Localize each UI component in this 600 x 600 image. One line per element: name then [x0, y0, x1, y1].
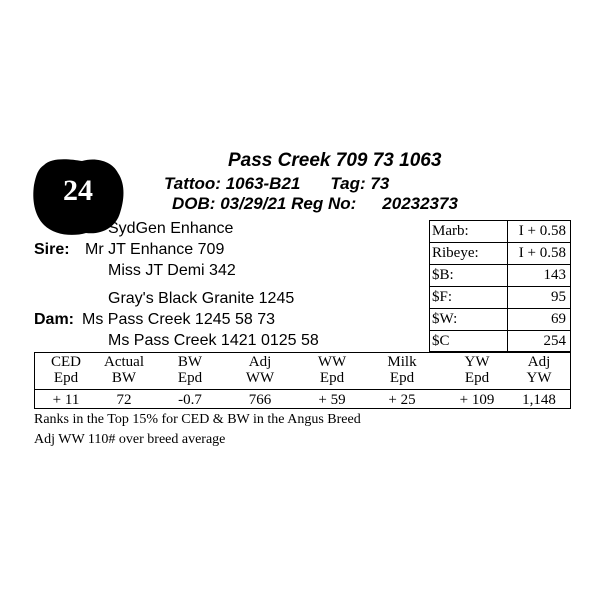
dam-label: Dam: [34, 311, 75, 328]
tattoo-tag-line [164, 174, 389, 194]
epd-value: 72 [116, 392, 132, 408]
epd-col-actual-bw [95, 353, 153, 408]
dob-value: 03/29/21 [220, 194, 287, 213]
stats-label: Marb: [432, 223, 469, 239]
stats-value: 95 [551, 289, 566, 305]
epd-subheader: WW [245, 370, 275, 386]
stats-row-b [430, 265, 570, 287]
stats-value: I + 0.58 [518, 223, 566, 239]
epd-header: CED [51, 354, 81, 370]
epd-header: WW [317, 354, 347, 370]
tattoo-value: 1063-B21 [225, 174, 301, 193]
tag-label: Tag: [330, 174, 366, 193]
dam-sire: Gray's Black Granite 1245 [108, 290, 295, 307]
epd-subheader: Epd [389, 370, 415, 386]
epd-header: Adj [248, 354, 272, 370]
stats-row-c [430, 331, 570, 353]
epd-subheader: YW [526, 370, 552, 386]
note-rank: Ranks in the Top 15% for CED & BW in the Angus Breed [34, 412, 361, 427]
sire-dam: Miss JT Demi 342 [108, 262, 236, 279]
epd-col-ced [37, 353, 95, 408]
epd-col-adj-ww [231, 353, 289, 408]
epd-col-milk [373, 353, 431, 408]
epd-header: YW [464, 354, 490, 370]
stats-value: 143 [543, 267, 566, 283]
tag-value: 73 [370, 174, 390, 193]
epd-value: 766 [248, 392, 272, 408]
stats-row-w [430, 309, 570, 331]
sire-sire: SydGen Enhance [108, 220, 234, 237]
reg-label: Reg No: [291, 194, 357, 213]
stats-label: $F: [432, 289, 453, 305]
stats-value: 254 [543, 333, 566, 349]
tattoo-label: Tattoo: [164, 174, 221, 193]
epd-value: 1,148 [522, 392, 556, 408]
epd-value: + 11 [52, 392, 80, 408]
sire-label: Sire: [34, 241, 70, 258]
epd-value: -0.7 [178, 392, 202, 408]
epd-subheader: Epd [464, 370, 490, 386]
epd-col-bw [161, 353, 219, 408]
stats-label: $B: [432, 267, 454, 283]
stats-row-marb [430, 221, 570, 243]
lot-number: 24 [63, 174, 93, 207]
epd-header: Actual [104, 354, 144, 370]
stats-table [429, 220, 571, 352]
animal-name: Pass Creek 709 73 1063 [228, 150, 442, 171]
stats-value: 69 [551, 311, 566, 327]
stats-label: $W: [432, 311, 458, 327]
stats-label: $C [432, 333, 450, 349]
sire-name: Mr JT Enhance 709 [85, 241, 225, 258]
stats-value: I + 0.58 [518, 245, 566, 261]
epd-subheader: Epd [53, 370, 79, 386]
epd-header: BW [177, 354, 203, 370]
dam-name: Ms Pass Creek 1245 58 73 [82, 311, 275, 328]
epd-subheader: BW [111, 370, 137, 386]
reg-value: 20232373 [382, 194, 458, 213]
note-adj-ww: Adj WW 110# over breed average [34, 432, 226, 447]
epd-header: Adj [527, 354, 551, 370]
epd-subheader: Epd [319, 370, 345, 386]
stats-row-f [430, 287, 570, 309]
epd-value: + 59 [318, 392, 346, 408]
dob-reg-line [172, 194, 458, 214]
dam-dam: Ms Pass Creek 1421 0125 58 [108, 332, 319, 349]
stats-row-ribeye [430, 243, 570, 265]
epd-header: Milk [387, 354, 417, 370]
epd-col-yw [445, 353, 509, 408]
dob-label: DOB: [172, 194, 216, 213]
epd-subheader: Epd [177, 370, 203, 386]
epd-table [34, 352, 571, 409]
epd-col-ww [303, 353, 361, 408]
stats-label: Ribeye: [432, 245, 479, 261]
epd-value: + 109 [459, 392, 495, 408]
epd-col-adj-yw [509, 353, 569, 408]
epd-value: + 25 [388, 392, 416, 408]
